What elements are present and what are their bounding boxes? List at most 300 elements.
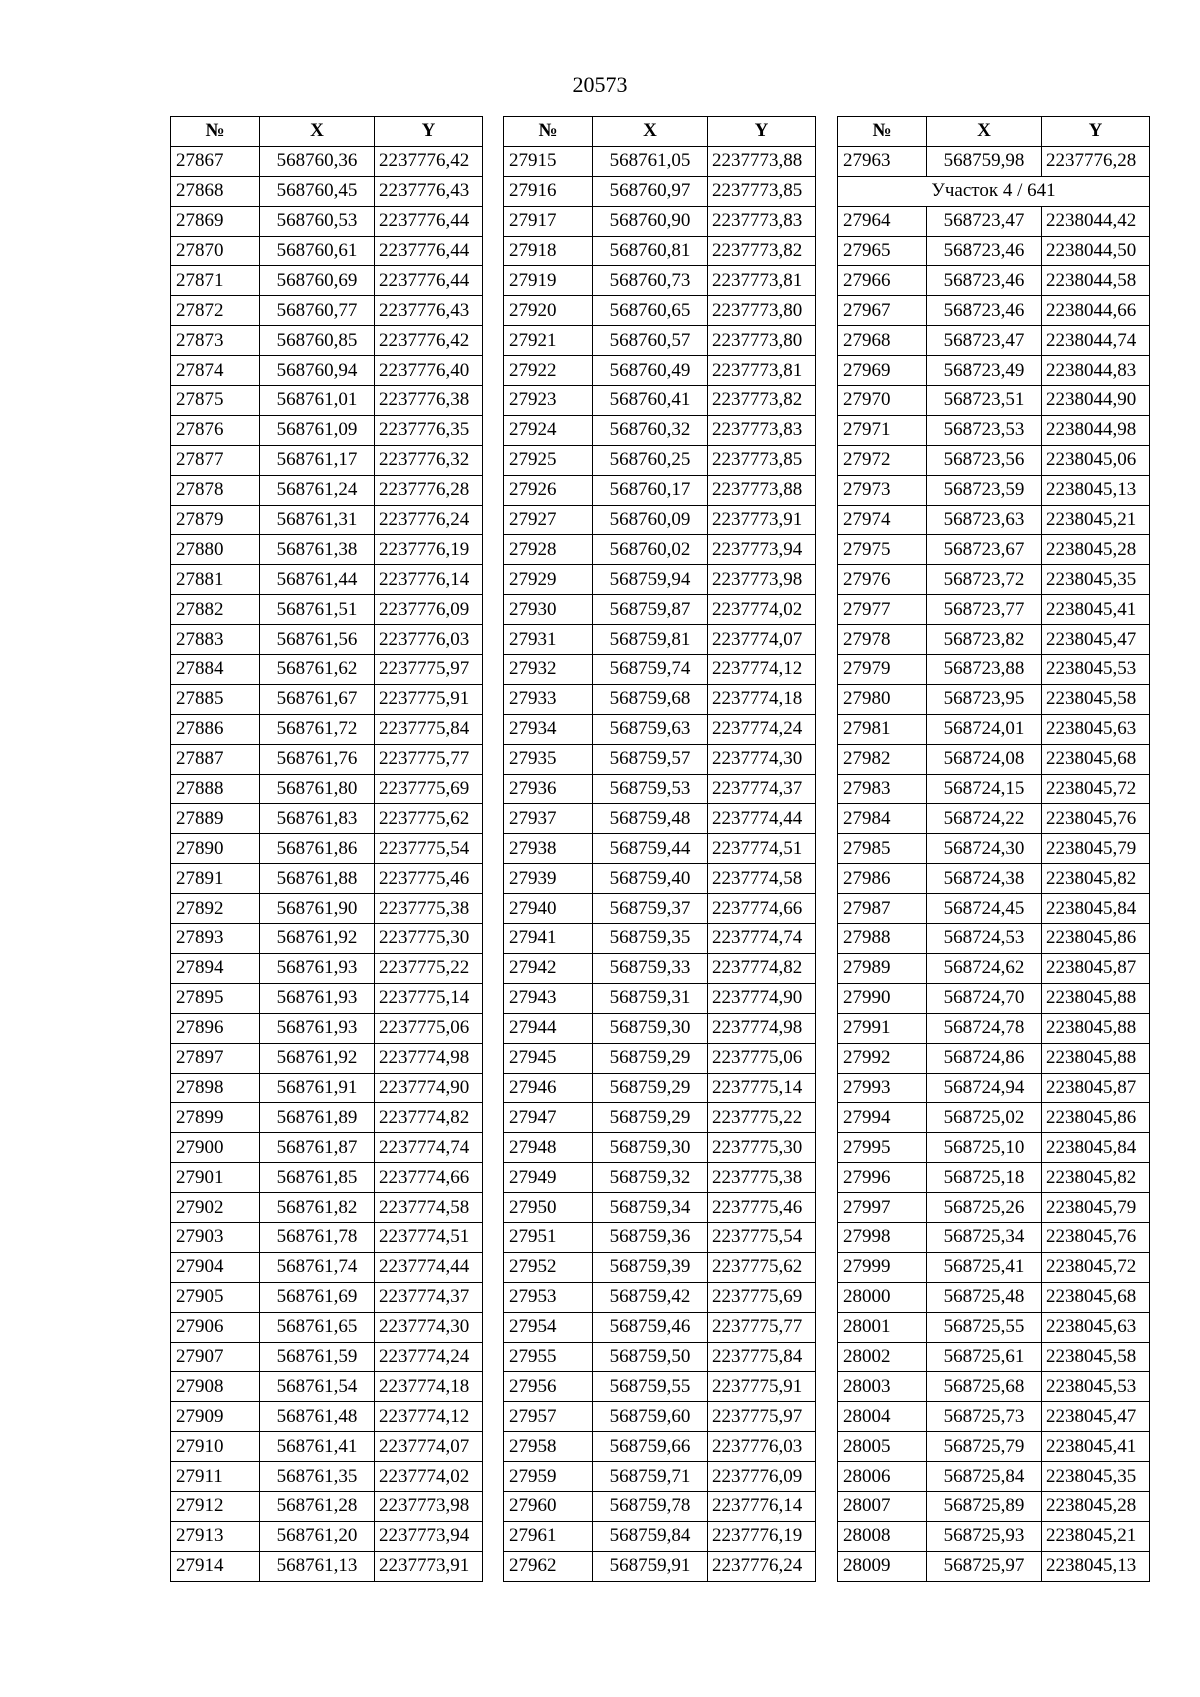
table-row xyxy=(504,296,816,326)
y-coordinate-cell: 2237776,28 xyxy=(375,475,483,505)
table-row xyxy=(504,1133,816,1163)
table-row xyxy=(838,1043,1150,1073)
x-coordinate-cell: 568761,93 xyxy=(260,983,375,1013)
table-row xyxy=(171,326,483,356)
x-coordinate-cell: 568761,93 xyxy=(260,1013,375,1043)
x-coordinate-cell: 568760,57 xyxy=(593,326,708,356)
x-coordinate-cell: 568761,56 xyxy=(260,625,375,655)
point-number-cell: 27948 xyxy=(504,1133,593,1163)
x-coordinate-cell: 568759,39 xyxy=(593,1252,708,1282)
table-row xyxy=(171,894,483,924)
x-coordinate-cell: 568761,38 xyxy=(260,535,375,565)
point-number-cell: 27995 xyxy=(838,1133,927,1163)
point-number-cell: 27962 xyxy=(504,1551,593,1581)
x-coordinate-cell: 568759,63 xyxy=(593,714,708,744)
y-coordinate-cell: 2237774,74 xyxy=(375,1133,483,1163)
y-coordinate-cell: 2238044,58 xyxy=(1042,266,1150,296)
point-number-cell: 27993 xyxy=(838,1073,927,1103)
table-row xyxy=(171,744,483,774)
point-number-cell: 27920 xyxy=(504,296,593,326)
table-row xyxy=(838,386,1150,416)
y-coordinate-cell: 2237776,40 xyxy=(375,356,483,386)
point-number-cell: 27883 xyxy=(171,625,260,655)
x-coordinate-cell: 568761,92 xyxy=(260,924,375,954)
point-number-cell: 27979 xyxy=(838,655,927,685)
x-coordinate-cell: 568725,79 xyxy=(927,1432,1042,1462)
y-coordinate-cell: 2237776,19 xyxy=(375,535,483,565)
y-coordinate-cell: 2238045,68 xyxy=(1042,1282,1150,1312)
y-coordinate-cell: 2237776,19 xyxy=(708,1521,816,1551)
y-coordinate-cell: 2237773,81 xyxy=(708,356,816,386)
table-row xyxy=(838,1462,1150,1492)
x-coordinate-cell: 568724,15 xyxy=(927,774,1042,804)
point-number-cell: 27987 xyxy=(838,894,927,924)
y-coordinate-cell: 2237775,62 xyxy=(375,804,483,834)
point-number-cell: 27989 xyxy=(838,953,927,983)
point-number-cell: 27890 xyxy=(171,834,260,864)
table-row xyxy=(504,774,816,804)
table-row xyxy=(838,296,1150,326)
table-row xyxy=(504,744,816,774)
point-number-cell: 27961 xyxy=(504,1521,593,1551)
table-row xyxy=(171,1043,483,1073)
y-coordinate-cell: 2238045,53 xyxy=(1042,1372,1150,1402)
x-coordinate-cell: 568761,62 xyxy=(260,655,375,685)
x-coordinate-cell: 568761,48 xyxy=(260,1402,375,1432)
table-row xyxy=(171,684,483,714)
point-number-cell: 27974 xyxy=(838,505,927,535)
point-number-cell: 27904 xyxy=(171,1252,260,1282)
x-coordinate-cell: 568761,74 xyxy=(260,1252,375,1282)
x-coordinate-cell: 568760,45 xyxy=(260,176,375,206)
x-coordinate-cell: 568760,49 xyxy=(593,356,708,386)
x-coordinate-cell: 568759,37 xyxy=(593,894,708,924)
point-number-cell: 27902 xyxy=(171,1193,260,1223)
table-row xyxy=(504,625,816,655)
y-coordinate-cell: 2237775,84 xyxy=(708,1342,816,1372)
x-coordinate-cell: 568761,20 xyxy=(260,1521,375,1551)
point-number-cell: 27930 xyxy=(504,595,593,625)
x-coordinate-cell: 568761,28 xyxy=(260,1491,375,1521)
table-row xyxy=(504,953,816,983)
point-number-cell: 27981 xyxy=(838,714,927,744)
point-number-cell: 28000 xyxy=(838,1282,927,1312)
point-number-cell: 27874 xyxy=(171,356,260,386)
table-row xyxy=(838,326,1150,356)
y-coordinate-cell: 2237773,94 xyxy=(375,1521,483,1551)
y-coordinate-cell: 2237774,82 xyxy=(375,1103,483,1133)
y-coordinate-cell: 2238044,74 xyxy=(1042,326,1150,356)
table-row xyxy=(171,1103,483,1133)
x-coordinate-cell: 568761,86 xyxy=(260,834,375,864)
x-coordinate-cell: 568761,05 xyxy=(593,146,708,176)
table-row xyxy=(171,535,483,565)
x-coordinate-cell: 568759,32 xyxy=(593,1163,708,1193)
table-row xyxy=(171,1073,483,1103)
y-coordinate-cell: 2238045,47 xyxy=(1042,1402,1150,1432)
table-row xyxy=(171,1133,483,1163)
point-number-cell: 27999 xyxy=(838,1252,927,1282)
x-coordinate-cell: 568761,88 xyxy=(260,864,375,894)
point-number-cell: 27911 xyxy=(171,1462,260,1492)
x-coordinate-cell: 568761,54 xyxy=(260,1372,375,1402)
x-coordinate-cell: 568724,86 xyxy=(927,1043,1042,1073)
point-number-cell: 27943 xyxy=(504,983,593,1013)
table-header-row xyxy=(838,117,1150,147)
y-coordinate-cell: 2238045,76 xyxy=(1042,1222,1150,1252)
x-coordinate-cell: 568759,44 xyxy=(593,834,708,864)
table-row xyxy=(504,1282,816,1312)
x-coordinate-cell: 568761,93 xyxy=(260,953,375,983)
table-row xyxy=(504,326,816,356)
table-row xyxy=(171,1193,483,1223)
table-row xyxy=(838,1282,1150,1312)
point-number-cell: 27891 xyxy=(171,864,260,894)
table-row xyxy=(171,625,483,655)
point-number-cell: 27929 xyxy=(504,565,593,595)
y-coordinate-cell: 2237776,03 xyxy=(708,1432,816,1462)
y-coordinate-cell: 2238045,28 xyxy=(1042,535,1150,565)
y-coordinate-cell: 2237774,37 xyxy=(375,1282,483,1312)
table-row xyxy=(171,1372,483,1402)
table-row xyxy=(171,1013,483,1043)
table-row xyxy=(838,146,1150,176)
x-coordinate-cell: 568761,72 xyxy=(260,714,375,744)
point-number-cell: 27970 xyxy=(838,386,927,416)
y-coordinate-cell: 2238045,84 xyxy=(1042,1133,1150,1163)
point-number-cell: 27879 xyxy=(171,505,260,535)
x-coordinate-cell: 568761,82 xyxy=(260,1193,375,1223)
table-row xyxy=(504,1342,816,1372)
y-coordinate-cell: 2237776,44 xyxy=(375,266,483,296)
point-number-cell: 27889 xyxy=(171,804,260,834)
y-coordinate-cell: 2237775,06 xyxy=(375,1013,483,1043)
point-number-cell: 27990 xyxy=(838,983,927,1013)
point-number-cell: 27938 xyxy=(504,834,593,864)
y-coordinate-cell: 2237774,37 xyxy=(708,774,816,804)
y-coordinate-cell: 2237775,69 xyxy=(375,774,483,804)
table-row xyxy=(171,1491,483,1521)
point-number-cell: 27918 xyxy=(504,236,593,266)
y-coordinate-cell: 2237773,88 xyxy=(708,146,816,176)
table-row xyxy=(171,1551,483,1581)
point-number-cell: 27954 xyxy=(504,1312,593,1342)
y-coordinate-cell: 2237773,91 xyxy=(708,505,816,535)
y-coordinate-cell: 2238045,41 xyxy=(1042,595,1150,625)
table-row xyxy=(504,505,816,535)
table-row xyxy=(838,565,1150,595)
x-coordinate-cell: 568725,26 xyxy=(927,1193,1042,1223)
x-coordinate-cell: 568724,62 xyxy=(927,953,1042,983)
x-coordinate-cell: 568759,71 xyxy=(593,1462,708,1492)
x-coordinate-cell: 568760,77 xyxy=(260,296,375,326)
table-row xyxy=(504,236,816,266)
y-coordinate-cell: 2237775,46 xyxy=(375,864,483,894)
point-number-cell: 27991 xyxy=(838,1013,927,1043)
table-row xyxy=(838,1342,1150,1372)
y-coordinate-cell: 2237774,18 xyxy=(375,1372,483,1402)
table-row xyxy=(838,983,1150,1013)
point-number-cell: 27913 xyxy=(171,1521,260,1551)
table-row xyxy=(504,445,816,475)
point-number-cell: 27969 xyxy=(838,356,927,386)
table-row xyxy=(838,1312,1150,1342)
x-coordinate-cell: 568723,46 xyxy=(927,296,1042,326)
x-coordinate-cell: 568759,29 xyxy=(593,1103,708,1133)
y-coordinate-cell: 2238044,90 xyxy=(1042,386,1150,416)
y-coordinate-cell: 2237776,09 xyxy=(708,1462,816,1492)
point-number-cell: 27957 xyxy=(504,1402,593,1432)
table-row xyxy=(838,356,1150,386)
table-row xyxy=(838,415,1150,445)
y-coordinate-cell: 2237774,24 xyxy=(708,714,816,744)
x-coordinate-cell: 568759,91 xyxy=(593,1551,708,1581)
x-coordinate-cell: 568724,08 xyxy=(927,744,1042,774)
table-row xyxy=(171,176,483,206)
y-coordinate-cell: 2237774,66 xyxy=(375,1163,483,1193)
x-coordinate-cell: 568725,73 xyxy=(927,1402,1042,1432)
point-number-cell: 27960 xyxy=(504,1491,593,1521)
x-coordinate-cell: 568761,41 xyxy=(260,1432,375,1462)
x-coordinate-cell: 568723,72 xyxy=(927,565,1042,595)
coordinate-table-1 xyxy=(170,116,483,1582)
point-number-cell: 27994 xyxy=(838,1103,927,1133)
y-coordinate-cell: 2237775,84 xyxy=(375,714,483,744)
point-number-cell: 27896 xyxy=(171,1013,260,1043)
x-coordinate-cell: 568759,55 xyxy=(593,1372,708,1402)
x-coordinate-cell: 568760,65 xyxy=(593,296,708,326)
y-coordinate-cell: 2237775,22 xyxy=(708,1103,816,1133)
table-row xyxy=(171,655,483,685)
x-coordinate-cell: 568760,32 xyxy=(593,415,708,445)
y-coordinate-cell: 2238045,79 xyxy=(1042,834,1150,864)
y-coordinate-cell: 2238045,53 xyxy=(1042,655,1150,685)
x-coordinate-cell: 568759,74 xyxy=(593,655,708,685)
point-number-cell: 27964 xyxy=(838,206,927,236)
x-coordinate-cell: 568760,94 xyxy=(260,356,375,386)
point-number-cell: 27921 xyxy=(504,326,593,356)
x-coordinate-cell: 568760,90 xyxy=(593,206,708,236)
y-coordinate-cell: 2237774,07 xyxy=(708,625,816,655)
y-coordinate-cell: 2237775,91 xyxy=(708,1372,816,1402)
table-row xyxy=(504,386,816,416)
x-coordinate-cell: 568760,73 xyxy=(593,266,708,296)
header-x: X xyxy=(927,117,1042,147)
x-coordinate-cell: 568723,51 xyxy=(927,386,1042,416)
y-coordinate-cell: 2238045,79 xyxy=(1042,1193,1150,1223)
point-number-cell: 27872 xyxy=(171,296,260,326)
table-row xyxy=(838,1372,1150,1402)
x-coordinate-cell: 568760,61 xyxy=(260,236,375,266)
table-row xyxy=(171,415,483,445)
x-coordinate-cell: 568760,02 xyxy=(593,535,708,565)
point-number-cell: 28008 xyxy=(838,1521,927,1551)
y-coordinate-cell: 2238045,87 xyxy=(1042,1073,1150,1103)
y-coordinate-cell: 2238045,72 xyxy=(1042,1252,1150,1282)
y-coordinate-cell: 2238045,13 xyxy=(1042,475,1150,505)
table-row xyxy=(838,206,1150,236)
y-coordinate-cell: 2237774,12 xyxy=(375,1402,483,1432)
x-coordinate-cell: 568760,36 xyxy=(260,146,375,176)
y-coordinate-cell: 2237774,02 xyxy=(708,595,816,625)
y-coordinate-cell: 2237775,69 xyxy=(708,1282,816,1312)
y-coordinate-cell: 2237774,30 xyxy=(708,744,816,774)
y-coordinate-cell: 2238044,42 xyxy=(1042,206,1150,236)
x-coordinate-cell: 568759,34 xyxy=(593,1193,708,1223)
x-coordinate-cell: 568761,09 xyxy=(260,415,375,445)
point-number-cell: 27907 xyxy=(171,1342,260,1372)
point-number-cell: 27998 xyxy=(838,1222,927,1252)
x-coordinate-cell: 568759,31 xyxy=(593,983,708,1013)
y-coordinate-cell: 2237775,06 xyxy=(708,1043,816,1073)
table-row xyxy=(838,1133,1150,1163)
point-number-cell: 27908 xyxy=(171,1372,260,1402)
x-coordinate-cell: 568759,29 xyxy=(593,1043,708,1073)
table-row xyxy=(838,625,1150,655)
y-coordinate-cell: 2238045,58 xyxy=(1042,684,1150,714)
y-coordinate-cell: 2237773,85 xyxy=(708,445,816,475)
x-coordinate-cell: 568759,35 xyxy=(593,924,708,954)
table-row xyxy=(504,266,816,296)
y-coordinate-cell: 2237775,97 xyxy=(375,655,483,685)
table-row xyxy=(171,1222,483,1252)
point-number-cell: 27924 xyxy=(504,415,593,445)
header-y: Y xyxy=(708,117,816,147)
y-coordinate-cell: 2237776,42 xyxy=(375,326,483,356)
table-row xyxy=(504,1372,816,1402)
y-coordinate-cell: 2237775,91 xyxy=(375,684,483,714)
y-coordinate-cell: 2237774,07 xyxy=(375,1432,483,1462)
table-row xyxy=(171,356,483,386)
x-coordinate-cell: 568725,84 xyxy=(927,1462,1042,1492)
table-row xyxy=(504,1043,816,1073)
x-coordinate-cell: 568724,01 xyxy=(927,714,1042,744)
table-row xyxy=(504,1103,816,1133)
x-coordinate-cell: 568761,67 xyxy=(260,684,375,714)
table-row xyxy=(838,744,1150,774)
y-coordinate-cell: 2238045,06 xyxy=(1042,445,1150,475)
table-row xyxy=(504,415,816,445)
y-coordinate-cell: 2237776,14 xyxy=(375,565,483,595)
x-coordinate-cell: 568723,46 xyxy=(927,236,1042,266)
table-row xyxy=(838,894,1150,924)
table-row xyxy=(838,595,1150,625)
x-coordinate-cell: 568723,67 xyxy=(927,535,1042,565)
table-row xyxy=(838,655,1150,685)
point-number-cell: 27876 xyxy=(171,415,260,445)
table-row xyxy=(504,1551,816,1581)
point-number-cell: 27978 xyxy=(838,625,927,655)
point-number-cell: 27923 xyxy=(504,386,593,416)
point-number-cell: 27898 xyxy=(171,1073,260,1103)
x-coordinate-cell: 568759,57 xyxy=(593,744,708,774)
point-number-cell: 27986 xyxy=(838,864,927,894)
y-coordinate-cell: 2237774,82 xyxy=(708,953,816,983)
point-number-cell: 27877 xyxy=(171,445,260,475)
point-number-cell: 27951 xyxy=(504,1222,593,1252)
header-y: Y xyxy=(375,117,483,147)
table-row xyxy=(504,924,816,954)
y-coordinate-cell: 2238045,86 xyxy=(1042,924,1150,954)
y-coordinate-cell: 2237774,12 xyxy=(708,655,816,685)
y-coordinate-cell: 2237776,28 xyxy=(1042,146,1150,176)
table-row xyxy=(171,1402,483,1432)
x-coordinate-cell: 568759,94 xyxy=(593,565,708,595)
x-coordinate-cell: 568759,30 xyxy=(593,1013,708,1043)
y-coordinate-cell: 2237776,38 xyxy=(375,386,483,416)
point-number-cell: 27937 xyxy=(504,804,593,834)
y-coordinate-cell: 2238045,88 xyxy=(1042,983,1150,1013)
point-number-cell: 28007 xyxy=(838,1491,927,1521)
y-coordinate-cell: 2238045,28 xyxy=(1042,1491,1150,1521)
point-number-cell: 27996 xyxy=(838,1163,927,1193)
x-coordinate-cell: 568723,59 xyxy=(927,475,1042,505)
y-coordinate-cell: 2238045,35 xyxy=(1042,1462,1150,1492)
point-number-cell: 27927 xyxy=(504,505,593,535)
header-y: Y xyxy=(1042,117,1150,147)
point-number-cell: 27936 xyxy=(504,774,593,804)
y-coordinate-cell: 2237776,14 xyxy=(708,1491,816,1521)
x-coordinate-cell: 568759,66 xyxy=(593,1432,708,1462)
x-coordinate-cell: 568759,42 xyxy=(593,1282,708,1312)
y-coordinate-cell: 2237774,98 xyxy=(375,1043,483,1073)
point-number-cell: 27894 xyxy=(171,953,260,983)
y-coordinate-cell: 2237774,51 xyxy=(708,834,816,864)
x-coordinate-cell: 568760,97 xyxy=(593,176,708,206)
x-coordinate-cell: 568759,30 xyxy=(593,1133,708,1163)
point-number-cell: 27919 xyxy=(504,266,593,296)
y-coordinate-cell: 2237776,32 xyxy=(375,445,483,475)
x-coordinate-cell: 568761,89 xyxy=(260,1103,375,1133)
point-number-cell: 27916 xyxy=(504,176,593,206)
table-row xyxy=(504,1073,816,1103)
x-coordinate-cell: 568761,76 xyxy=(260,744,375,774)
y-coordinate-cell: 2237775,54 xyxy=(375,834,483,864)
point-number-cell: 27984 xyxy=(838,804,927,834)
table-row xyxy=(171,774,483,804)
x-coordinate-cell: 568760,25 xyxy=(593,445,708,475)
point-number-cell: 27895 xyxy=(171,983,260,1013)
point-number-cell: 27897 xyxy=(171,1043,260,1073)
x-coordinate-cell: 568759,78 xyxy=(593,1491,708,1521)
x-coordinate-cell: 568760,81 xyxy=(593,236,708,266)
table-row xyxy=(504,894,816,924)
table-row xyxy=(838,1163,1150,1193)
point-number-cell: 27967 xyxy=(838,296,927,326)
y-coordinate-cell: 2238044,50 xyxy=(1042,236,1150,266)
y-coordinate-cell: 2238045,35 xyxy=(1042,565,1150,595)
table-row xyxy=(171,595,483,625)
point-number-cell: 27975 xyxy=(838,535,927,565)
table-row xyxy=(504,1402,816,1432)
x-coordinate-cell: 568724,45 xyxy=(927,894,1042,924)
coordinate-table-3 xyxy=(837,116,1150,1582)
point-number-cell: 27958 xyxy=(504,1432,593,1462)
x-coordinate-cell: 568761,51 xyxy=(260,595,375,625)
header-x: X xyxy=(260,117,375,147)
y-coordinate-cell: 2237775,30 xyxy=(375,924,483,954)
point-number-cell: 27873 xyxy=(171,326,260,356)
table-row xyxy=(504,1222,816,1252)
point-number-cell: 27972 xyxy=(838,445,927,475)
table-row xyxy=(504,206,816,236)
point-number-cell: 28005 xyxy=(838,1432,927,1462)
table-row xyxy=(171,505,483,535)
table-row xyxy=(504,1193,816,1223)
table-row xyxy=(171,714,483,744)
x-coordinate-cell: 568723,95 xyxy=(927,684,1042,714)
x-coordinate-cell: 568760,69 xyxy=(260,266,375,296)
